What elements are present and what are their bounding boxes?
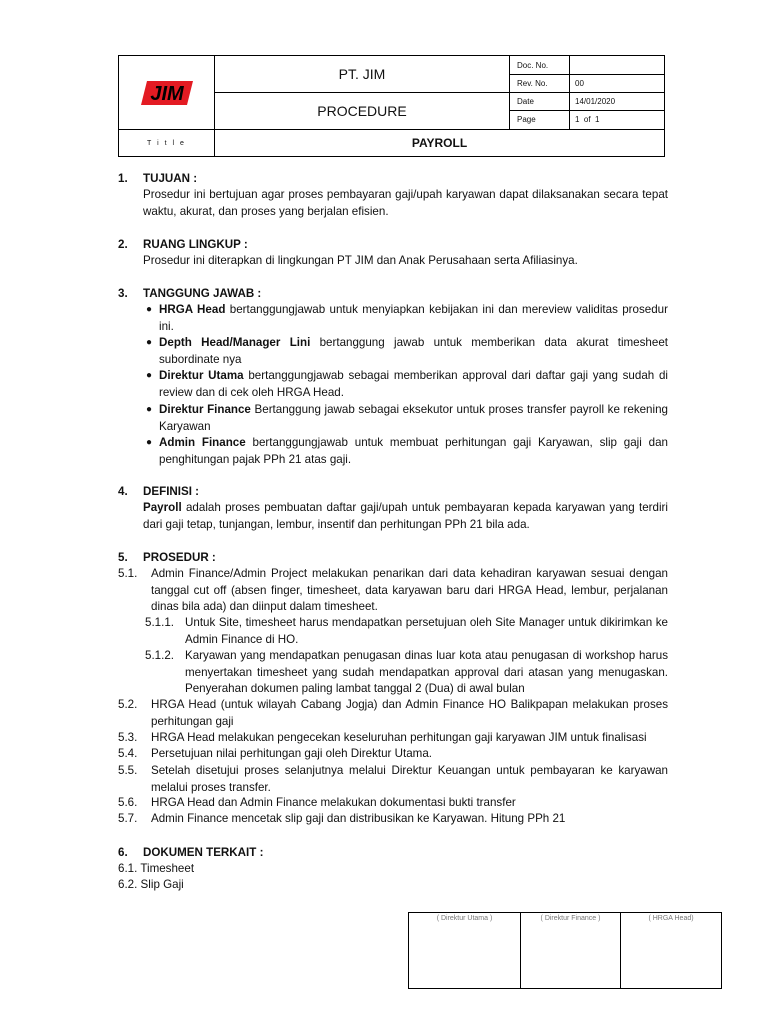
bullet-icon: ● — [146, 304, 153, 315]
step-number: 5.4. — [118, 747, 138, 760]
section-3-number: 3. — [118, 287, 128, 300]
section-2-number: 2. — [118, 238, 128, 251]
section-1-text: Prosedur ini bertujuan agar proses pembayaran gaji/upah karyawan dapat dilaksanakan secara tepat waktu, akurat, dan proses yang berjalan efisien. — [143, 188, 668, 218]
section-6-heading: DOKUMEN TERKAIT : — [143, 846, 264, 859]
bullet-icon: ● — [146, 370, 153, 381]
responsibility-text: bertanggungjawab sebagai memberikan approval dari daftar gaji yang sudah di review dan di cek oleh HRGA Head. — [159, 369, 668, 399]
bullet-icon: ● — [146, 337, 153, 348]
responsibility-text: bertanggungjawab untuk menyiapkan kebijakan ini dan mereview validitas prosedur ini. — [159, 303, 668, 333]
section-4-text — [143, 500, 668, 533]
step-text: Admin Finance/Admin Project melakukan penarikan dari data kehadiran karyawan sesuai dengan tanggal cut off (absen finger, timesheet, data karyawan baru dari HRGA Head, lembur, perjalanan dinas bila ada) dan diinput dalam timesheet. — [151, 567, 668, 613]
step-number: 5.7. — [118, 812, 138, 825]
responsibility-text: bertanggung jawab untuk memberikan data akurat timesheet subordinate nya — [159, 336, 668, 366]
section-4-heading: DEFINISI : — [143, 485, 200, 498]
section-3-heading: TANGGUNG JAWAB : — [143, 287, 262, 300]
meta-value-page: 1 of 1 — [575, 115, 600, 124]
step-text: Persetujuan nilai perhitungan gaji oleh Direktur Utama. — [151, 747, 432, 760]
step-text: HRGA Head (untuk wilayah Cabang Jogja) dan Admin Finance HO Balikpapan melakukan proses perhitungan gaji — [151, 698, 668, 728]
responsibility-item — [159, 368, 668, 401]
section-2-text: Prosedur ini diterapkan di lingkungan PT JIM dan Anak Perusahaan serta Afiliasinya. — [143, 254, 578, 267]
responsibility-role: Admin Finance — [159, 436, 246, 449]
step-number: 5.6. — [118, 796, 138, 809]
section-5-heading: PROSEDUR : — [143, 551, 216, 564]
document-type: PROCEDURE — [317, 103, 407, 119]
section-1-number: 1. — [118, 172, 128, 185]
section-2-heading: RUANG LINGKUP : — [143, 238, 248, 251]
step-number: 5.1.1. — [145, 616, 175, 629]
signature-label-direktur-finance: ( Direktur Finance ) — [540, 915, 601, 922]
responsibility-role: Direktur Utama — [159, 369, 244, 382]
title-label: T i t l e — [147, 139, 186, 147]
responsibility-item — [159, 402, 668, 435]
section-4-number: 4. — [118, 485, 128, 498]
section-6-number: 6. — [118, 846, 128, 859]
meta-label-doc-no: Doc. No. — [517, 61, 549, 70]
definition-text: adalah proses pembuatan daftar gaji/upah untuk pembayaran kepada karyawan yang terdiri dari gaji tetap, tunjangan, lembur, insentif dan perhitungan PPh 21 bila ada. — [143, 501, 668, 531]
company-name: PT. JIM — [338, 66, 386, 82]
definition-term: Payroll — [143, 501, 182, 514]
meta-label-rev-no: Rev. No. — [517, 79, 548, 88]
section-1-heading: TUJUAN : — [143, 172, 198, 185]
signature-label-hrga-head: ( HRGA Head) — [648, 915, 694, 922]
step-number: 5.1.2. — [145, 649, 175, 662]
bullet-icon: ● — [146, 404, 153, 415]
meta-value-rev-no: 00 — [575, 79, 584, 88]
step-text: Karyawan yang mendapatkan penugasan dinas luar kota atau penugasan di workshop harus menyertakan timesheet yang sudah mendapatkan approval dari atasan yang menugaskan. Penyerahan dokumen paling lambat tanggal 2 (Dua) di awal bulan — [185, 649, 668, 695]
header-table — [118, 55, 665, 157]
responsibility-role: Direktur Finance — [159, 403, 251, 416]
responsibility-item — [159, 435, 668, 468]
responsibility-role: HRGA Head — [159, 303, 226, 316]
responsibility-text: bertanggungjawab untuk membuat perhitungan gaji Karyawan, slip gaji dan penghitungan pajak PPh 21 atas gaji. — [159, 436, 668, 466]
step-text: Untuk Site, timesheet harus mendapatkan persetujuan oleh Site Manager untuk dikirimkan ke Admin Finance di HO. — [185, 616, 668, 646]
signature-label-direktur-utama: ( Direktur Utama ) — [436, 915, 493, 922]
meta-label-page: Page — [517, 115, 536, 124]
step-text: Setelah disetujui proses selanjutnya melalui Direktur Keuangan untuk pembayaran ke karyawan melalui proses transfer. — [151, 764, 668, 794]
step-text: Admin Finance mencetak slip gaji dan distribusikan ke Karyawan. Hitung PPh 21 — [151, 812, 566, 825]
related-document: 6.2. Slip Gaji — [118, 878, 184, 891]
logo-text: JIM — [149, 82, 184, 105]
title-value: PAYROLL — [411, 136, 468, 150]
step-text: HRGA Head dan Admin Finance melakukan dokumentasi bukti transfer — [151, 796, 516, 809]
meta-value-date: 14/01/2020 — [575, 97, 616, 106]
step-number: 5.1. — [118, 567, 138, 580]
step-number: 5.3. — [118, 731, 138, 744]
step-text: HRGA Head melakukan pengecekan keseluruhan perhitungan gaji karyawan JIM untuk finalisasi — [151, 731, 647, 744]
responsibility-item — [159, 302, 668, 335]
company-logo — [119, 56, 214, 129]
responsibility-item — [159, 335, 668, 368]
responsibility-text: Bertanggung jawab sebagai eksekutor untuk proses transfer payroll ke rekening Karyawan — [159, 403, 668, 433]
section-5-number: 5. — [118, 551, 128, 564]
signature-table — [408, 912, 722, 989]
meta-label-date: Date — [517, 97, 534, 106]
step-number: 5.5. — [118, 764, 138, 777]
responsibility-role: Depth Head/Manager Lini — [159, 336, 311, 349]
bullet-icon: ● — [146, 437, 153, 448]
related-document: 6.1. Timesheet — [118, 862, 195, 875]
step-number: 5.2. — [118, 698, 138, 711]
